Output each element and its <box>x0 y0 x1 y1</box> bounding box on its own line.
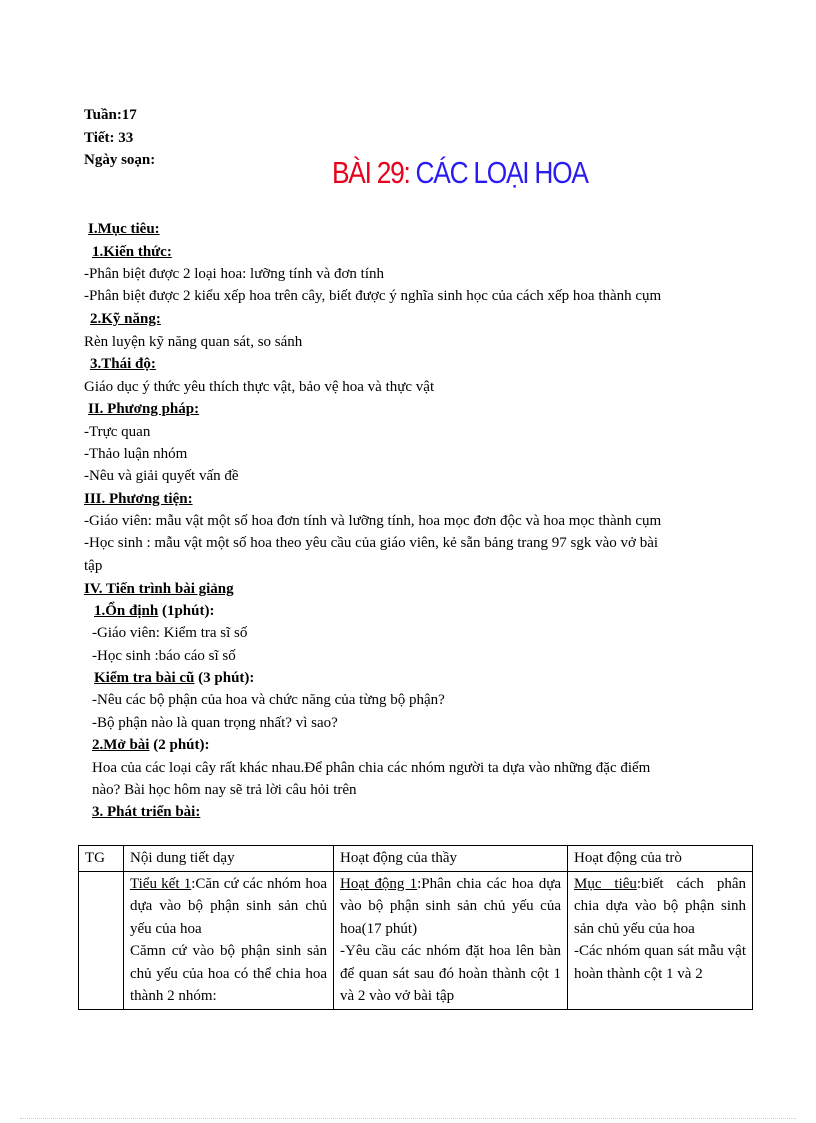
heading-development: 3. Phát triển bài: <box>92 804 201 820</box>
text-line: -Trực quan <box>84 424 151 440</box>
intro-time: (2 phút): <box>149 737 210 753</box>
content-more: Cămn cứ vào bộ phận sinh sản chủ yếu của hoa có thể chia hoa thành 2 nhóm: <box>130 943 327 1004</box>
text-line: nào? Bài học hôm nay sẽ trả lời câu hỏi trên <box>92 782 357 798</box>
period-label: Tiết: 33 <box>84 130 134 146</box>
lesson-title <box>332 155 588 191</box>
heading-objectives: I.Mục tiêu: <box>88 221 160 237</box>
intro-label: 2.Mở bài <box>92 737 150 753</box>
text-line: Giáo dục ý thức yêu thích thực vật, bảo vệ hoa và thực vật <box>84 379 435 395</box>
student-text: :biết cách phân chia dựa vào bộ phận sinh sản chủ yếu của hoa <box>574 875 746 937</box>
text-line: -Học sinh : mẫu vật một số hoa theo yêu cầu của giáo viên, kẻ sẵn bảng trang 97 sgk vào vở bài <box>84 535 659 551</box>
stabilize-label: 1.Ổn định <box>94 603 159 619</box>
text-line: tập <box>84 558 103 574</box>
text-line: -Thảo luận nhóm <box>84 446 188 462</box>
heading-skills: 2.Kỹ năng: <box>90 311 161 327</box>
student-more: -Các nhóm quan sát mẫu vật hoàn thành cột 1 và 2 <box>574 943 746 982</box>
heading-process: IV. Tiến trình bài giảng <box>84 581 234 597</box>
content-text: :Căn cứ các nhóm hoa dựa vào bộ phận sinh sản chủ yếu của hoa <box>130 875 327 937</box>
heading-materials: III. Phương tiện: <box>84 491 193 507</box>
teacher-more: -Yêu cầu các nhóm đặt hoa lên bàn để quan sát sau đó hoàn thành cột 1 và 2 vào vở bài tập <box>340 943 561 1004</box>
title-topic: CÁC LOẠI HOA <box>415 155 588 190</box>
cell-tg <box>79 871 124 1009</box>
heading-review <box>94 668 254 688</box>
date-label: Ngày soạn: <box>84 152 156 168</box>
student-label: Mục tiêu <box>574 875 637 892</box>
cell-teacher <box>334 871 568 1009</box>
header-student: Hoạt động của trò <box>568 846 753 872</box>
table-row <box>79 871 753 1009</box>
lesson-table <box>78 845 753 1010</box>
heading-intro <box>92 735 210 755</box>
header-tg: TG <box>79 846 124 872</box>
heading-knowledge: 1.Kiến thức: <box>92 244 172 260</box>
teacher-label: Hoạt động 1 <box>340 875 418 892</box>
text-line: -Giáo viên: mẫu vật một số hoa đơn tính và lưỡng tính, hoa mọc đơn độc và hoa mọc thành cụm <box>84 513 662 529</box>
heading-attitude: 3.Thái độ: <box>90 356 156 372</box>
teacher-text: :Phân chia các hoa dựa vào bộ phận sinh sản chủ yếu của hoa(17 phút) <box>340 875 561 937</box>
text-line: -Phân biệt được 2 loại hoa: lưỡng tính và đơn tính <box>84 266 385 282</box>
text-line: -Bộ phận nào là quan trọng nhất? vì sao? <box>92 715 338 731</box>
title-number: BÀI 29: <box>332 155 416 190</box>
review-time: (3 phút): <box>194 670 255 686</box>
heading-stabilize <box>94 601 214 621</box>
cell-student <box>568 871 753 1009</box>
text-line: Rèn luyện kỹ năng quan sát, so sánh <box>84 334 303 350</box>
header-teacher: Hoạt động của thầy <box>334 846 568 872</box>
text-line: Hoa của các loại cây rất khác nhau.Để phân chia các nhóm người ta dựa vào những đặc điểm <box>92 760 651 776</box>
text-line: -Giáo viên: Kiểm tra sĩ số <box>92 625 248 641</box>
week-label: Tuần:17 <box>84 107 137 123</box>
table-header-row <box>79 846 753 872</box>
stabilize-time: (1phút): <box>158 603 215 619</box>
text-line: -Nêu các bộ phận của hoa và chức năng của từng bộ phận? <box>92 692 445 708</box>
text-line: -Nêu và giải quyết vấn đề <box>84 468 239 484</box>
content-label: Tiểu kết 1 <box>130 875 192 892</box>
text-line: -Học sinh :báo cáo sĩ số <box>92 648 236 664</box>
review-label: Kiểm tra bài cũ <box>94 670 195 686</box>
cell-content <box>124 871 334 1009</box>
page-bottom-divider <box>20 1118 796 1119</box>
text-line: -Phân biệt được 2 kiểu xếp hoa trên cây, biết được ý nghĩa sinh học của cách xếp hoa thành cụm <box>84 288 662 304</box>
heading-methods: II. Phương pháp: <box>88 401 200 417</box>
header-content: Nội dung tiết dạy <box>124 846 334 872</box>
